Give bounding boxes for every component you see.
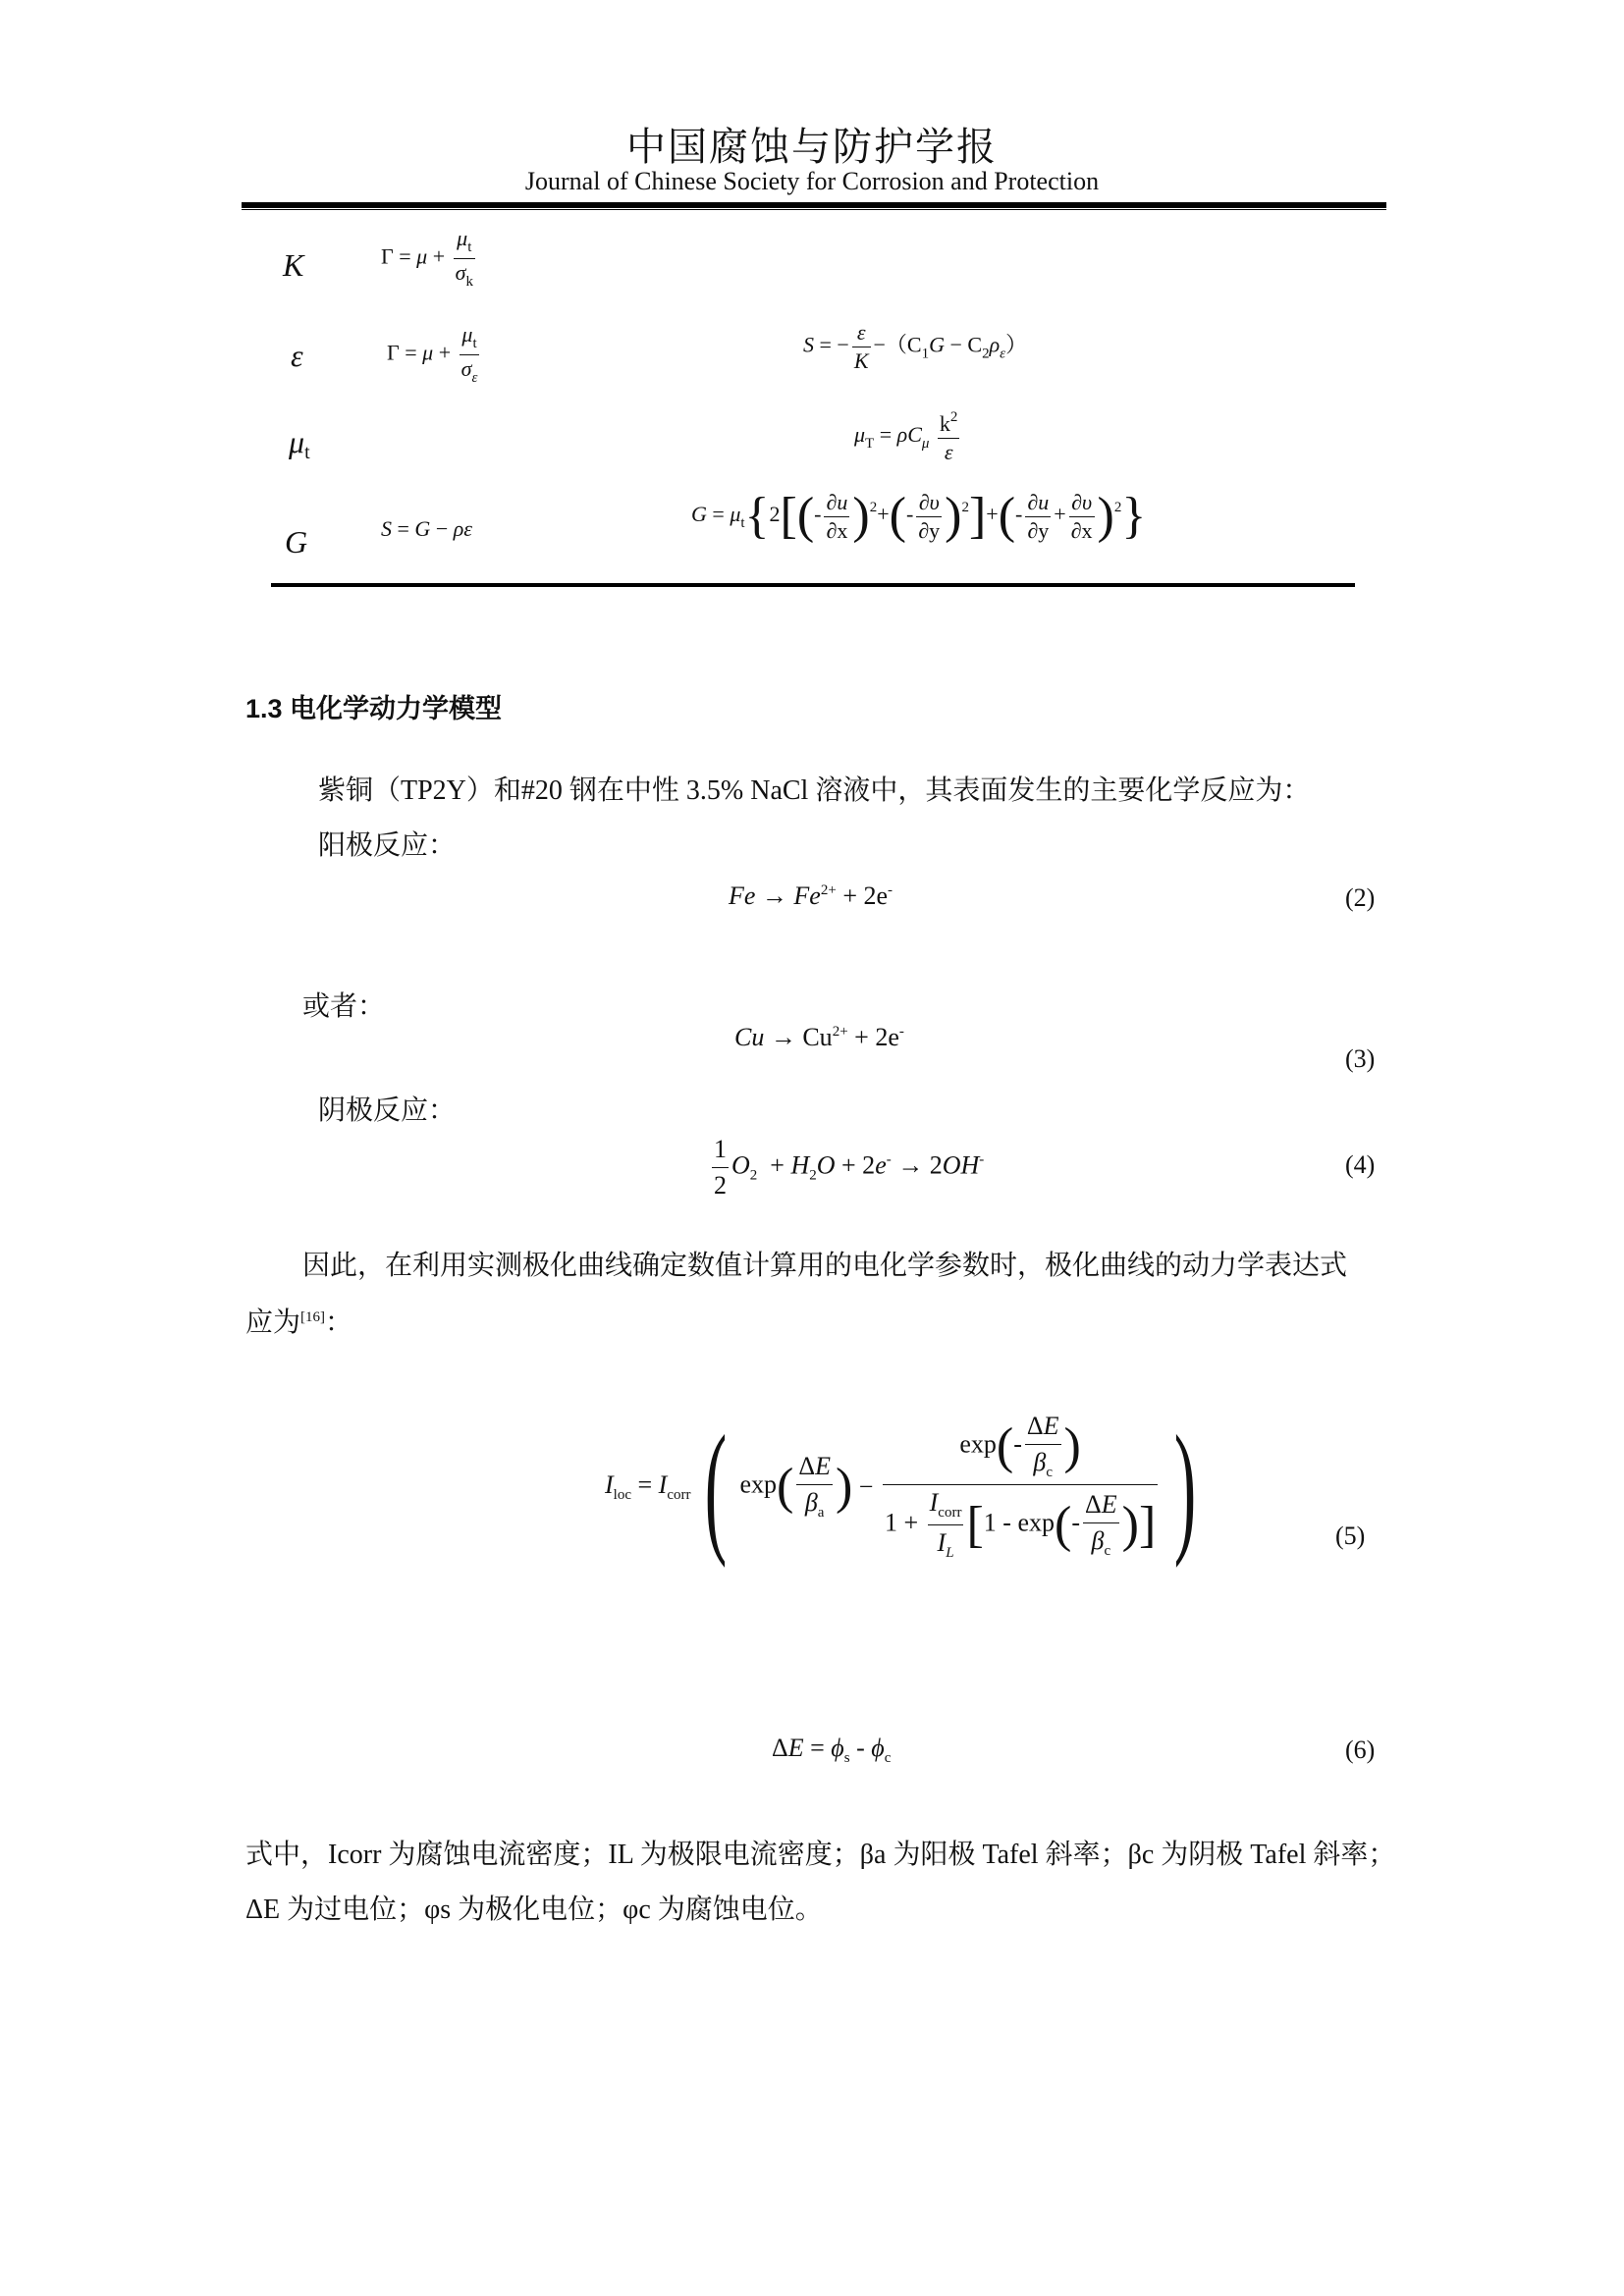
or-label: 或者： [302,991,386,1022]
definitions-line-2: ΔE 为过电位；φs 为极化电位；φc 为腐蚀电位。 [245,1895,823,1925]
therefore-text: 应为 [245,1308,301,1338]
therefore-line-2 [245,1304,352,1342]
equation-3-number: (3) [1345,1044,1376,1073]
definitions-line-1: 式中，Icorr 为腐蚀电流密度；IL 为极限电流密度；βa 为阳极 Tafel 斜率；βc 为阴极 Tafel 斜率； [245,1840,1396,1870]
table-source-mut: $\mu_T = \rho C_\mu$ $\frac{k^2}{\varepsilon}$ [854,409,958,464]
equation-2-number: (2) [1345,883,1376,912]
table-gamma-epsilon: Γ = μ + $\frac{\mu_t}{\sigma_\varepsilon}$ [387,322,478,386]
equation-5-number: (5) [1335,1522,1366,1550]
equation-4-number: (4) [1345,1150,1376,1179]
table-symbol-g: G [285,524,308,560]
equation-6: $\Delta E = \phi_s - \phi_c$ [772,1734,892,1766]
anode-label: 阳极反应： [318,830,457,861]
table-bottom-rule [271,583,1355,587]
therefore-line-1: 因此，在利用实测极化曲线确定数值计算用的电化学参数时，极化曲线的动力学表达式 [302,1251,1348,1281]
table-source-epsilon: S = − $\frac{\varepsilon}{K}$ $-(C_1G - C_2\rho_\varepsilon)$ [803,320,1028,373]
citation-ref[interactable]: [16] [300,1309,326,1325]
equation-3: $Cu \to Cu^{2+} + 2e^-$ [734,1023,904,1051]
header-rule-thick [242,202,1386,208]
intro-paragraph: 紫铜（TP2Y）和#20 钢在中性 3.5% NaCl 溶液中，其表面发生的主要化学反应为： [318,775,1311,806]
table-symbol-epsilon: ε [291,338,303,373]
section-heading: 1.3 电化学动力学模型 [245,694,503,723]
equation-6-number: (6) [1345,1735,1376,1764]
header-rule-thin [242,209,1386,210]
equation-2: $Fe \to Fe^{2+} + 2e^-$ [729,881,893,910]
journal-title-cn: 中国腐蚀与防护学报 [626,125,998,169]
table-gamma-k: Γ = μ + $\frac{\mu_t}{\sigma_k}$ [381,226,473,290]
table-symbol-k: K [283,247,304,283]
table-gamma-g: S = G − ρε [381,516,472,541]
equation-4: $\frac{1}{2}$ $O_2 + H_2O + 2e^- \to 2OH^-$ [714,1135,985,1200]
table-source-g: $G = \mu_t\{2[(-$ $\frac{\partial u}{\partial x}$ )$^2$+(- $\frac{\partial\upsilon}{\partial y}$ )$^2$]+(- $\frac{\partial u}{\partial y}$ + $\frac{\partial\upsilon}{\partial x}$ )$^2$} [691,488,1147,544]
table-symbol-mut: μt [289,424,310,463]
equation-5: $I_{loc} = I_{corr}$ ( exp( $\frac{\Delta E}{\beta_a}$ ) − exp(- $\frac{\Delta E}{\beta_c}$ ) 1 + $\frac{I_{corr}}{I_L}$ [1 - exp(- $\frac{\Delta E}{\beta_c}$ )] ) [605,1405,1197,1569]
journal-title-en: Journal of Chinese Society for Corrosion and Protection [524,167,1100,195]
cathode-label: 阴极反应： [318,1095,457,1126]
therefore-colon: ： [325,1308,353,1338]
